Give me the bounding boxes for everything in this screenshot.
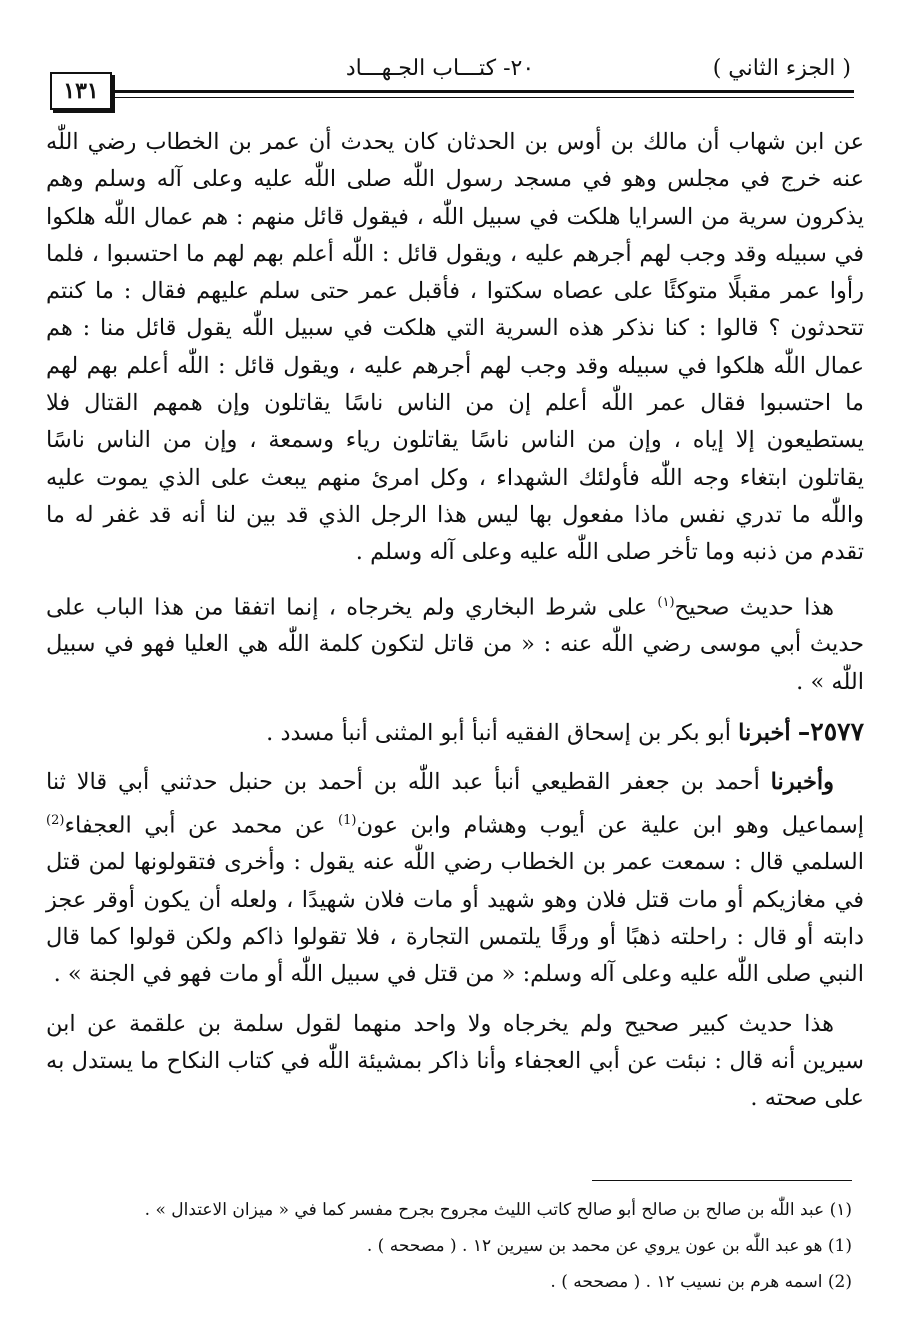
paragraph-text-c: السلمي قال : سمعت عمر بن الخطاب رضي اللّٰه عنه يقول : وأخرى فتقولونها لمن قتل في مغازيكم أو مات قتل فلان وهو شهيد أو مات فلان شهيدًا ، ولعله أن يكون أوقر عجز دابته أو قال : راحلته ذهبًا أو ورقًا يلتمس التجارة ، فلا تقولوا ذاكم ولكن قولوا كما قال النبي صلى اللّٰه عليه وعلى آله وسلم: « من قتل في سبيل اللّٰه أو مات فهو في الجنة » . bbox=[46, 849, 864, 988]
book-chapter-title: ٢٠- كتـــاب الجـهـــاد bbox=[345, 56, 535, 81]
grading-paragraph bbox=[46, 1006, 864, 1118]
page-number: ١٣١ bbox=[50, 72, 112, 110]
main-text bbox=[46, 124, 864, 1129]
footnote-ref: (1) bbox=[338, 812, 357, 828]
footnote-ref: (2) bbox=[46, 812, 65, 828]
hadith-text-paragraph bbox=[46, 124, 864, 572]
paragraph-text: على شرط البخاري ولم يخرجاه ، إنما اتفقا من هذا الباب على حديث أبي موسى رضي اللّٰه عنه : « من قاتل لتكون كلمة اللّٰه هي العليا فهو في سبيل اللّٰه » . bbox=[46, 594, 864, 695]
paragraph-text: أبو بكر بن إسحاق الفقيه أنبأ أبو المثنى أنبأ مسدد . bbox=[266, 719, 739, 746]
footnote: (2) اسمه هرم بن نسيب ١٢ . ( مصححه ) . bbox=[550, 1272, 852, 1292]
grading-paragraph bbox=[46, 584, 864, 701]
paragraph-text: عن ابن شهاب أن مالك بن أوس بن الحدثان كان يحدث أن عمر بن الخطاب رضي اللّٰه عنه خرج في مجلس وهو في مسجد رسول اللّٰه صلى اللّٰه عليه وعلى آله وسلم وهم يذكرون سرية من السرايا هلكت في سبيل اللّٰه ، فيقول قائل منهم : هم عمال اللّٰه هلكوا في سبيله وقد وجب لهم أجرهم عليه ، ويقول قائل : اللّٰه أعلم بهم لهم ما احتسبوا ، فلما رأوا عمر مقبلًا متوكئًا على عصاه سكتوا ، فأقبل عمر حتى سلم عليهم فقال : ما كنتم تتحدثون ؟ قالوا : كنا نذكر هذه السرية التي هلكت في سبيل اللّٰه يقول قائل منا : هم عمال اللّٰه هلكوا في سبيله وقد وجب لهم أجرهم عليه ، ويقول قائل : اللّٰه أعلم بهم لهم ما احتسبوا فقال عمر اللّٰه أعلم إن من الناس ناسًا يقاتلون وإن همهم القتال فلا يستطيعون إلا إياه ، وإن من الناس ناسًا يقاتلون رياء وسمعة ، وإن من الناس ناسًا يقاتلون ابتغاء وجه اللّٰه فأولئك الشهداء ، وكل امرئ منهم يبعث على الذي يموت عليه واللّٰه ما تدري نفس ماذا مفعول بها ليس هذا الرجل الذي قد بين لنا أنه قد غفر له ما تقدم من ذنبه وما تأخر صلى اللّٰه عليه وعلى آله وسلم . bbox=[46, 129, 864, 566]
paragraph-text-a: أحمد بن جعفر القطيعي أنبأ عبد اللّٰه بن أحمد بن حنبل حدثني أبي قالا ثنا إسماعيل وهو ابن علية عن أيوب وهشام وابن عون bbox=[46, 769, 864, 839]
hadith-number: ٢٥٧٧– bbox=[797, 716, 864, 746]
footnote-separator bbox=[592, 1180, 852, 1181]
paragraph-text-start: هذا حديث صحيح bbox=[674, 594, 835, 621]
footnotes bbox=[120, 1192, 852, 1300]
footnote: (١) عبد اللّٰه بن صالح بن صالح أبو صالح كاتب الليث مجروح بجرح مفسر كما في « ميزان الاعتدال » . bbox=[144, 1200, 852, 1220]
hadith-number-paragraph bbox=[46, 713, 864, 752]
footnote: (1) هو عبد اللّٰه بن عون يروي عن محمد بن سيرين ١٢ . ( مصححه ) . bbox=[366, 1236, 852, 1256]
isnad-lead-word: أخبرنا bbox=[738, 719, 791, 746]
header-rule bbox=[113, 90, 854, 93]
paragraph-text: هذا حديث كبير صحيح ولم يخرجاه ولا واحد منهما لقول سلمة بن علقمة عن ابن سيرين أنه قال : نبئت عن أبي العجفاء وأنا ذاكر بمشيئة اللّٰه في كتاب النكاح ما يستدل به على صحته . bbox=[46, 1010, 864, 1112]
header-rule-thin bbox=[113, 97, 854, 98]
isnad-lead-word: وأخبرنا bbox=[770, 769, 834, 796]
volume-part-label: ( الجزء الثاني ) bbox=[712, 56, 851, 81]
footnote-ref: (١) bbox=[657, 594, 675, 610]
isnad-paragraph bbox=[46, 764, 864, 993]
paragraph-text-b: عن محمد عن أبي العجفاء bbox=[64, 812, 339, 839]
